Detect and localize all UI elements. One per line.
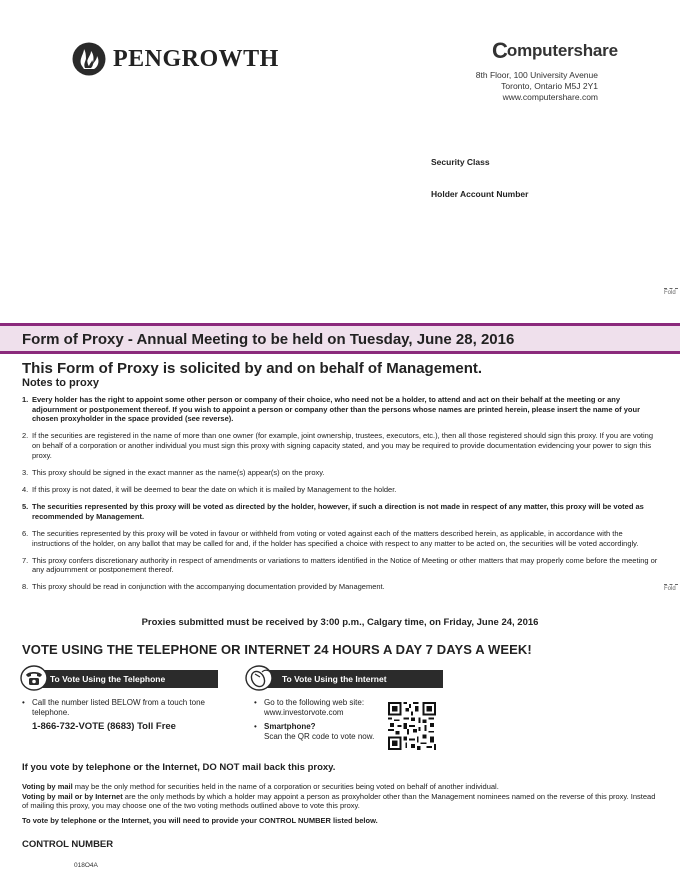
- mail-voting-paragraph: [22, 782, 662, 811]
- bullet-dot: •: [254, 722, 257, 731]
- fold-marker-top: [664, 288, 678, 296]
- note-number: 4.: [22, 484, 29, 494]
- control-number-instruction: To vote by telephone or the Internet, you will need to provide your CONTROL NUMBER listed below.: [22, 816, 378, 825]
- mail-voting-line-2: [22, 792, 662, 811]
- note-text: Every holder has the right to appoint some other person or company of their choice, who need not be a holder, to attend and act on their behalf at the meeting or any adjournment or postponement thereof. If you wish to appoint a person or company other than the persons whose names are printed herein, please insert the name of your chosen proxyholder in the space provided (see reverse).: [32, 395, 641, 424]
- bullet-dot: •: [22, 698, 25, 707]
- pengrowth-logo: [72, 42, 279, 76]
- telephone-number: 1-866-732-VOTE (8683) Toll Free: [32, 721, 176, 732]
- note-number: 7.: [22, 555, 29, 565]
- holder-account-label: Holder Account Number: [431, 189, 529, 199]
- note-item: [22, 582, 662, 592]
- pengrowth-flame-icon: [72, 42, 106, 76]
- notes-list: [22, 395, 662, 600]
- vote-heading: VOTE USING THE TELEPHONE OR INTERNET 24 HOURS A DAY 7 DAYS A WEEK!: [22, 642, 532, 657]
- security-class-label: Security Class: [431, 157, 490, 167]
- computershare-logo-initial: C: [492, 38, 508, 63]
- note-number: 2.: [22, 431, 29, 441]
- note-text: This proxy should be signed in the exact manner as the name(s) appear(s) on the proxy.: [32, 467, 325, 477]
- note-item: [22, 395, 662, 424]
- proxy-deadline: Proxies submitted must be received by 3:00 p.m., Calgary time, on Friday, June 24, 2016: [141, 617, 539, 628]
- note-item: [22, 468, 662, 478]
- fold-label: Fold: [664, 586, 676, 592]
- pengrowth-logo-text: PENGROWTH: [113, 45, 279, 72]
- voting-by-mail-internet-text: are the only methods by which a holder may appoint a person as proxyholder other than the Management nominees named on the reverse of this proxy. Instead of mailing this proxy, you may choose one of the two voting methods outlined above to vote this proxy.: [22, 791, 656, 810]
- note-number: 8.: [22, 582, 29, 592]
- note-text: If this proxy is not dated, it will be deemed to bear the date on which it is mailed by Management to the holder.: [32, 484, 397, 494]
- telephone-icon: [19, 664, 49, 692]
- computershare-address: [476, 70, 598, 103]
- note-item: [22, 529, 662, 548]
- form-subtitle: This Form of Proxy is solicited by and on behalf of Management.: [22, 360, 483, 377]
- address-line-2: Toronto, Ontario M5J 2Y1: [501, 81, 598, 91]
- mail-voting-line-1: [22, 782, 662, 792]
- computershare-logo: [492, 38, 618, 64]
- internet-instruction-text: Go to the following web site: www.investorvote.com: [264, 698, 365, 717]
- telephone-bar: To Vote Using the Telephone: [30, 670, 218, 688]
- voting-by-mail-internet-label: Voting by mail or by Internet: [22, 791, 123, 801]
- note-item: [22, 485, 662, 495]
- note-text: This proxy should be read in conjunction with the accompanying documentation provided by Management.: [32, 582, 385, 592]
- voting-by-mail-text: may be the only method for securities held in the name of a corporation or securities being voted on behalf of another individual.: [72, 782, 499, 791]
- control-number-label: CONTROL NUMBER: [22, 839, 114, 850]
- address-line-3: www.computershare.com: [502, 92, 598, 102]
- note-text: The securities represented by this proxy will be voted in favour or withheld from voting or voted against each of the matters described herein, as applicable, in accordance with the instructions of the holder, on any ballot that may be called for and, if the holder has specified a choice with respect to any matter to be acted on, the securities will be voted accordingly.: [32, 528, 639, 548]
- bullet-dot: •: [254, 698, 257, 707]
- smartphone-text: Scan the QR code to vote now.: [264, 732, 375, 741]
- qr-code[interactable]: [388, 702, 436, 750]
- note-item: [22, 502, 662, 521]
- smartphone-label: Smartphone?: [264, 722, 316, 731]
- internet-bar: To Vote Using the Internet: [265, 670, 443, 688]
- note-number: 3.: [22, 467, 29, 477]
- address-line-1: 8th Floor, 100 University Avenue: [475, 70, 598, 80]
- do-not-mail-notice: If you vote by telephone or the Internet, DO NOT mail back this proxy.: [22, 762, 336, 773]
- telephone-instruction: [22, 698, 222, 718]
- notes-heading: Notes to proxy: [22, 377, 100, 389]
- note-number: 6.: [22, 528, 29, 538]
- internet-instruction: [254, 698, 382, 718]
- mouse-icon: [244, 664, 274, 692]
- note-text: The securities represented by this proxy will be voted as directed by the holder, however, if such a direction is not made in respect of any matter, this proxy will be voted as recommended by Management.: [32, 502, 644, 521]
- smartphone-instruction: [254, 722, 382, 742]
- voting-by-mail-label: Voting by mail: [22, 782, 73, 791]
- fold-dash: [664, 288, 678, 289]
- telephone-instruction-text: Call the number listed BELOW from a touch tone telephone.: [32, 698, 205, 717]
- note-number: 5.: [22, 502, 29, 512]
- note-item: [22, 431, 662, 460]
- note-number: 1.: [22, 395, 29, 404]
- document-code: 018O4A: [74, 862, 98, 869]
- form-title: Form of Proxy - Annual Meeting to be held on Tuesday, June 28, 2016: [22, 331, 515, 348]
- form-title-band: [0, 323, 680, 354]
- fold-label: Fold: [664, 290, 676, 296]
- computershare-logo-text: omputershare: [506, 41, 618, 60]
- fold-dash: [664, 584, 678, 585]
- note-text: This proxy confers discretionary authority in respect of amendments or variations to matters identified in the Notice of Meeting or other matters that may properly come before the meeting or any adjournment or postponement thereof.: [32, 555, 658, 575]
- note-text: If the securities are registered in the name of more than one owner (for example, joint ownership, trustees, executors, etc.), then all those registered should sign this proxy. If you are voting on behalf of a corporation or another individual you must sign this proxy with signing capacity stated, and you may be required to provide documentation evidencing your power to sign this proxy.: [32, 431, 654, 460]
- note-item: [22, 556, 662, 575]
- fold-marker-middle: [664, 584, 678, 592]
